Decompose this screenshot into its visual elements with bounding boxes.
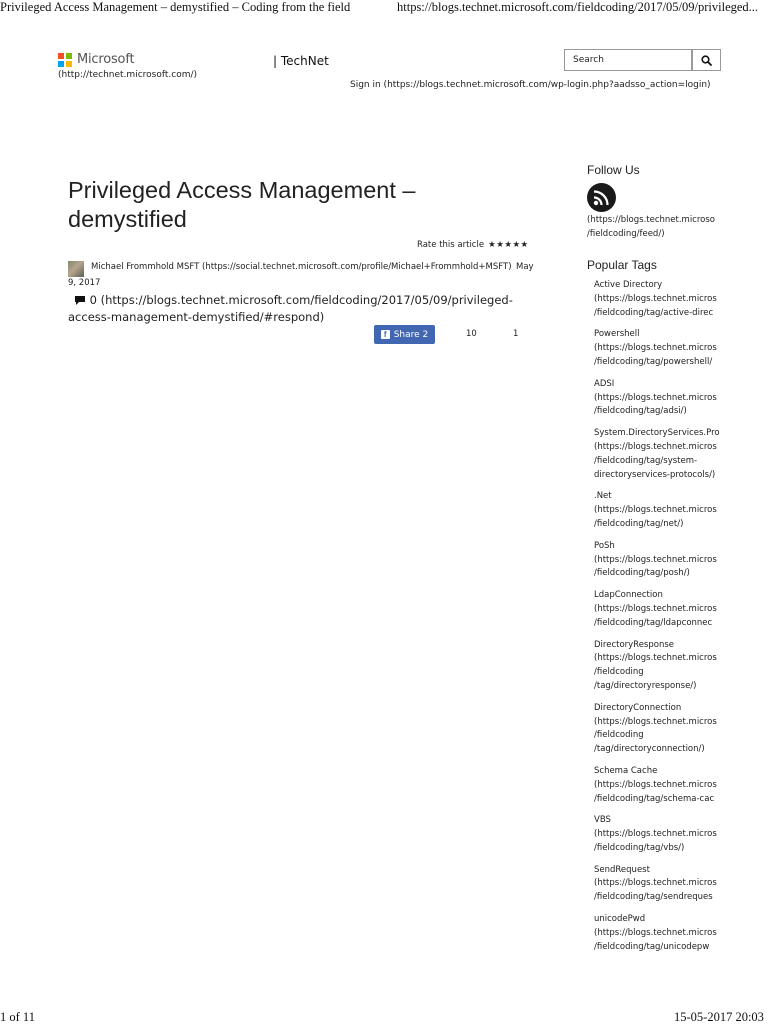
tag-url-line: /fieldcoding/tag/posh/) xyxy=(594,568,690,579)
print-page-url: https://blogs.technet.microsoft.com/fieldcoding/2017/05/09/privileged... xyxy=(397,0,759,14)
tag-item[interactable] xyxy=(594,765,722,806)
tag-name: DirectoryConnection xyxy=(594,702,682,713)
avatar xyxy=(68,261,84,277)
tag-item[interactable] xyxy=(594,540,722,581)
tag-item[interactable] xyxy=(594,702,722,757)
tag-url xyxy=(594,554,722,582)
comments-link[interactable] xyxy=(68,292,538,326)
tag-url-line: /fieldcoding/tag/active-direc xyxy=(594,307,714,318)
tag-url-line: /fieldcoding/tag/system- xyxy=(594,455,698,466)
tag-url-line: (https://blogs.technet.micros xyxy=(594,927,717,938)
print-datetime: 15-05-2017 20:03 xyxy=(674,1010,764,1024)
tag-name: unicodePwd xyxy=(594,914,646,925)
tag-url xyxy=(594,342,722,370)
tag-url xyxy=(594,927,722,955)
tag-item[interactable] xyxy=(594,378,722,419)
tag-url-line: (https://blogs.technet.micros xyxy=(594,878,717,889)
print-page-number: 1 of 11 xyxy=(0,1010,35,1024)
tag-url xyxy=(594,392,722,420)
feed-link-url[interactable] xyxy=(587,214,723,241)
tag-url-line: (https://blogs.technet.micros xyxy=(594,343,717,354)
rating-stars[interactable]: ★★★★★ xyxy=(488,240,529,250)
tag-url xyxy=(594,779,722,807)
tag-name: .Net xyxy=(594,491,612,502)
comment-icon xyxy=(74,295,86,306)
share-count-secondary: 1 xyxy=(513,329,519,339)
logo-square-blue xyxy=(58,61,64,67)
facebook-share-button[interactable] xyxy=(374,325,435,344)
popular-tags-list xyxy=(594,279,722,962)
tag-url-line: /fieldcoding/tag/schema-cac xyxy=(594,793,715,804)
tag-url-line: /fieldcoding/tag/vbs/) xyxy=(594,842,685,853)
rss-icon xyxy=(593,189,610,206)
post-date-part1: May xyxy=(516,262,534,272)
tag-url-line: (https://blogs.technet.micros xyxy=(594,505,717,516)
comments-link-text: 0 (https://blogs.technet.microsoft.com/fieldcoding/2017/05/09/privileged-access-management-demystified/#respond) xyxy=(68,293,513,324)
tag-name: ADSI xyxy=(594,378,615,389)
tag-name: PoSh xyxy=(594,540,615,551)
logo-square-yellow xyxy=(66,61,72,67)
tag-url-line: (https://blogs.technet.micros xyxy=(594,293,717,304)
logo-square-green xyxy=(66,53,72,59)
tag-url-line: (https://blogs.technet.micros xyxy=(594,441,717,452)
tag-url-line: /fieldcoding xyxy=(594,667,644,678)
tag-url-line: directoryservices-protocols/) xyxy=(594,469,716,480)
tag-url-line: /tag/directoryresponse/) xyxy=(594,680,697,691)
rss-feed-button[interactable] xyxy=(587,183,616,212)
tag-item[interactable] xyxy=(594,639,722,694)
follow-us-heading: Follow Us xyxy=(587,163,640,177)
tag-item[interactable] xyxy=(594,864,722,905)
share-count: 10 xyxy=(466,329,477,339)
tag-item[interactable] xyxy=(594,279,722,320)
author-link[interactable]: Michael Frommhold MSFT (https://social.technet.microsoft.com/profile/Michael+Frommhold+MSFT) xyxy=(91,262,512,272)
tag-item[interactable] xyxy=(594,589,722,630)
tag-url-line: (https://blogs.technet.micros xyxy=(594,716,717,727)
share-label: Share 2 xyxy=(393,329,429,340)
tag-url xyxy=(594,828,722,856)
tag-url-line: /fieldcoding/tag/unicodepw xyxy=(594,941,710,952)
search-input[interactable]: Search xyxy=(564,49,692,71)
feed-url-line: /fieldcoding/feed/) xyxy=(587,228,665,239)
tag-url xyxy=(594,877,722,905)
tag-item[interactable] xyxy=(594,328,722,369)
tag-url-line: /tag/directoryconnection/) xyxy=(594,744,705,755)
tag-url-line: (https://blogs.technet.micros xyxy=(594,392,717,403)
tag-url-line: (https://blogs.technet.micros xyxy=(594,603,717,614)
tag-item[interactable] xyxy=(594,427,722,482)
microsoft-logo[interactable] xyxy=(58,53,72,67)
tag-url-line: (https://blogs.technet.micros xyxy=(594,554,717,565)
tag-url-line: (https://blogs.technet.micros xyxy=(594,829,717,840)
post-date-part2: 9, 2017 xyxy=(68,278,101,288)
article-title: Privileged Access Management – demystified xyxy=(68,177,416,232)
print-page-title: Privileged Access Management – demystified – Coding from the field xyxy=(0,0,351,14)
sign-in-link[interactable]: Sign in (https://blogs.technet.microsoft.com/wp-login.php?aadsso_action=login) xyxy=(350,80,711,90)
tag-url xyxy=(594,716,722,757)
tag-url-line: /fieldcoding/tag/powershell/ xyxy=(594,356,713,367)
tag-name: System.DirectoryServices.Pro xyxy=(594,428,720,439)
logo-square-red xyxy=(58,53,64,59)
tag-url-line: /fieldcoding/tag/net/) xyxy=(594,518,684,529)
feed-url-line: (https://blogs.technet.microso xyxy=(587,215,715,225)
tag-url xyxy=(594,504,722,532)
tag-item[interactable] xyxy=(594,814,722,855)
tag-name: Schema Cache xyxy=(594,765,658,776)
tag-url xyxy=(594,652,722,693)
brand-link-url[interactable]: (http://technet.microsoft.com/) xyxy=(58,70,198,80)
search-icon xyxy=(701,55,712,66)
tag-url-line: /fieldcoding/tag/adsi/) xyxy=(594,406,687,417)
tag-name: Powershell xyxy=(594,329,640,340)
search-button[interactable] xyxy=(692,49,721,71)
tag-url-line: /fieldcoding/tag/sendreques xyxy=(594,892,713,903)
tag-name: SendRequest xyxy=(594,864,650,875)
tag-name: Active Directory xyxy=(594,280,663,290)
brand-name[interactable]: Microsoft xyxy=(77,52,135,67)
tag-url-line: (https://blogs.technet.micros xyxy=(594,779,717,790)
site-name[interactable]: | TechNet xyxy=(273,54,329,68)
tag-name: DirectoryResponse xyxy=(594,639,674,650)
rate-label: Rate this article xyxy=(417,240,485,250)
popular-tags-heading: Popular Tags xyxy=(587,258,657,272)
tag-url-line: /fieldcoding xyxy=(594,730,644,741)
tag-name: LdapConnection xyxy=(594,590,663,601)
facebook-icon: f xyxy=(381,330,390,339)
rate-article[interactable] xyxy=(417,240,529,250)
tag-item[interactable] xyxy=(594,490,722,531)
tag-url-line: /fieldcoding/tag/ldapconnec xyxy=(594,617,713,628)
tag-url xyxy=(594,293,722,321)
tag-item[interactable] xyxy=(594,913,722,954)
tag-url-line: (https://blogs.technet.micros xyxy=(594,653,717,664)
tag-name: VBS xyxy=(594,815,611,826)
tag-url xyxy=(594,603,722,631)
tag-url xyxy=(594,441,722,482)
